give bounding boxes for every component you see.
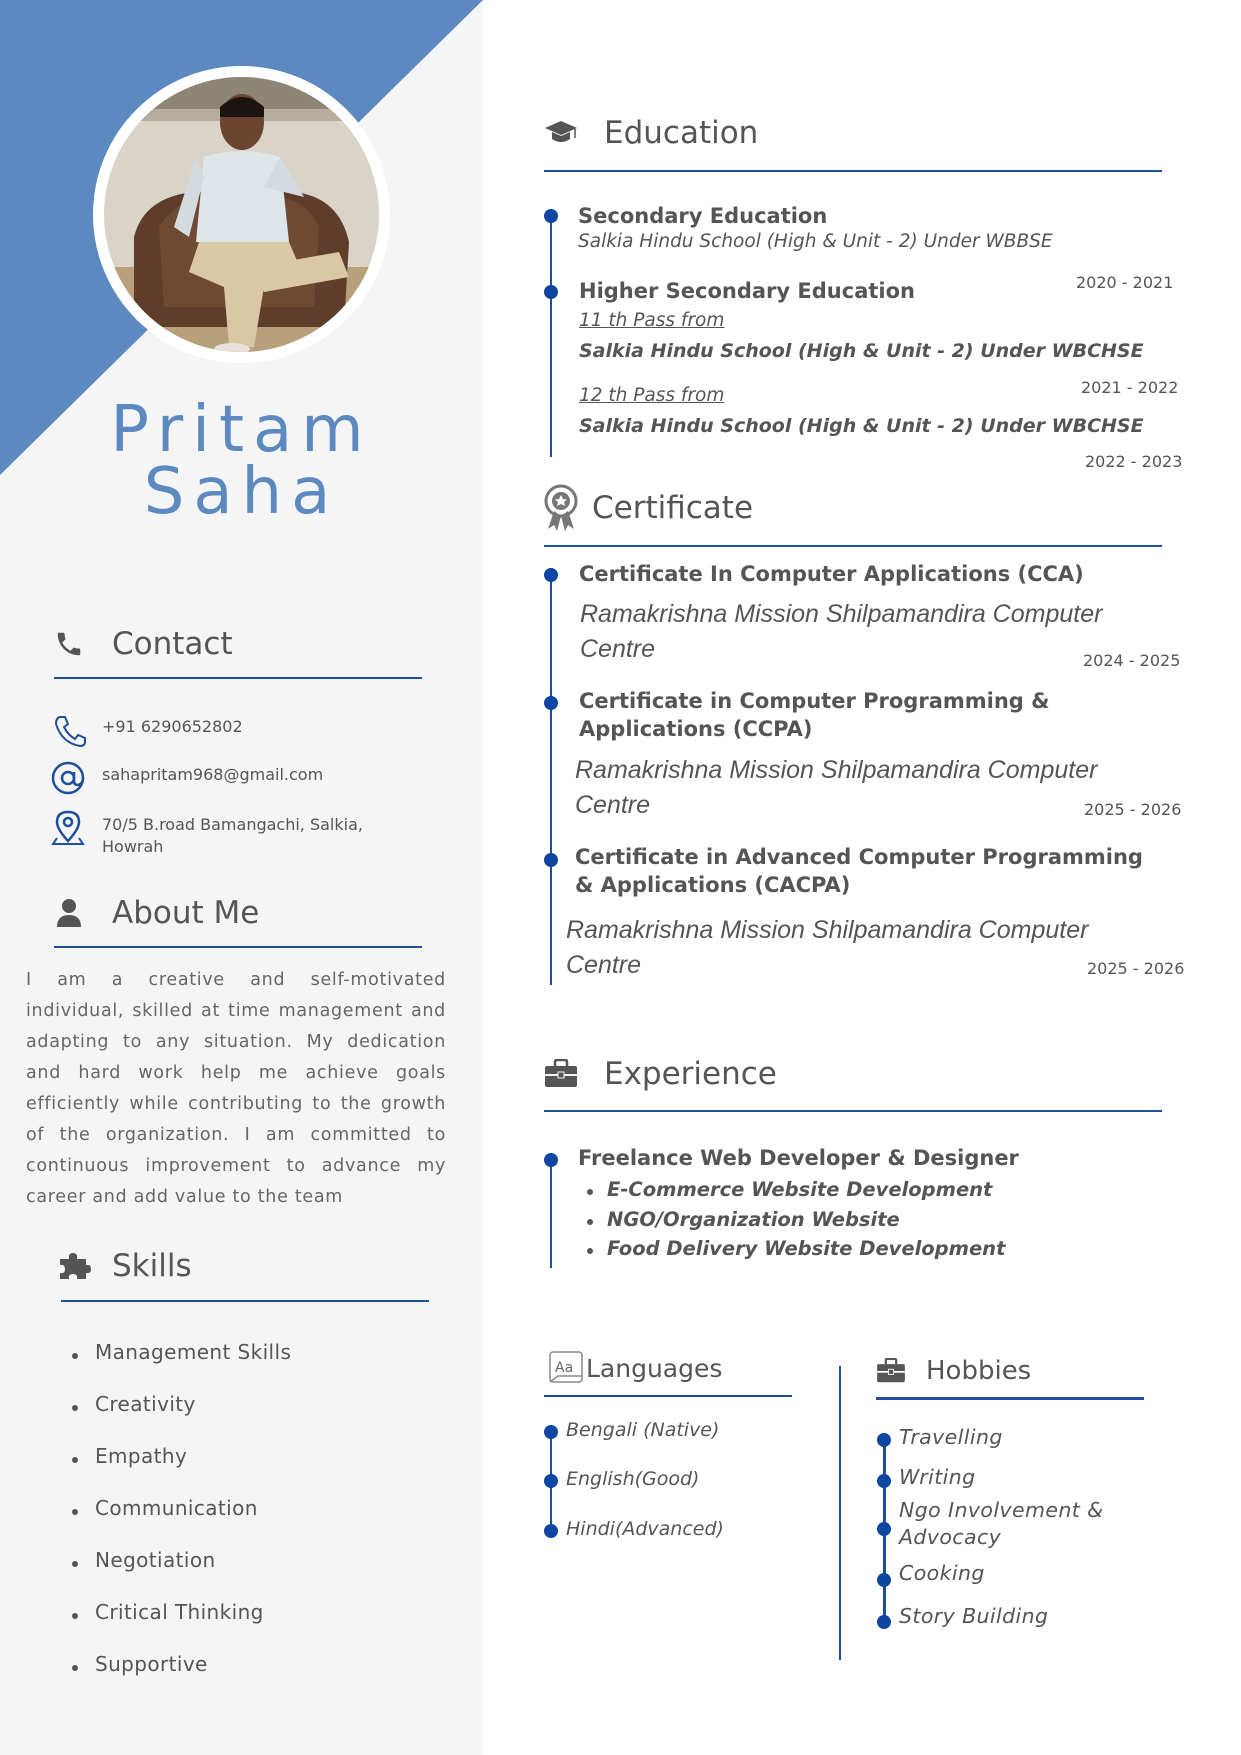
hobby-item: Cooking: [899, 1561, 985, 1585]
skills-divider: [61, 1300, 429, 1302]
cert-1-institute: [580, 597, 1102, 667]
experience-role: Freelance Web Developer & Designer: [578, 1146, 1019, 1170]
list-item: Creativity: [70, 1392, 291, 1444]
cert-2-institute-line2: Centre: [575, 791, 651, 819]
list-item: Food Delivery Website Development: [585, 1237, 1005, 1267]
languages-divider: [544, 1395, 792, 1397]
svg-text:Aa: Aa: [555, 1360, 574, 1376]
education-heading-text: Education: [604, 115, 759, 151]
contact-phone-text: +91 6290652802: [102, 717, 243, 736]
language-item: English(Good): [566, 1468, 700, 1490]
cert-3-title: [575, 843, 1143, 899]
list-item: NGO/Organization Website: [585, 1208, 1005, 1238]
cert-1-institute-line2: Centre: [580, 635, 656, 663]
timeline-dot: [544, 853, 558, 867]
hobbies-divider: [876, 1397, 1144, 1400]
hobbies-heading: [876, 1356, 1031, 1386]
timeline-dot: [544, 696, 558, 710]
about-heading: [56, 895, 259, 931]
education-heading: [544, 115, 758, 151]
cert-3-institute: [566, 913, 1088, 983]
list-item: E-Commerce Website Development: [585, 1178, 1005, 1208]
address-line-1: 70/5 B.road Bamangachi, Salkia,: [102, 815, 363, 834]
language-item: Bengali (Native): [566, 1419, 720, 1441]
pass-12-label: 12 th Pass from: [579, 385, 725, 406]
timeline-dot: [877, 1474, 891, 1488]
about-text: I am a creative and self-motivated individual, skilled at time management and adapting to any situation. My dedication and hard work help me achieve goals efficiently while contributing to the growth of the organization. I am committed to continuous improvement to advance my career and add value to the team: [26, 970, 446, 1207]
skills-heading: [58, 1248, 192, 1284]
contact-heading-text: Contact: [112, 626, 233, 662]
certificate-divider: [544, 545, 1162, 547]
column-separator: [839, 1366, 841, 1660]
cert-3-institute-line1: Ramakrishna Mission Shilpamandira Computer: [566, 916, 1089, 944]
cert-1-institute-line1: Ramakrishna Mission Shilpamandira Computer: [580, 600, 1103, 628]
skills-heading-text: Skills: [112, 1248, 192, 1284]
phone-icon: [54, 629, 84, 659]
list-item: Communication: [70, 1496, 291, 1548]
timeline-dot: [544, 568, 558, 582]
hobby-item: Story Building: [899, 1604, 1049, 1628]
cert-3-institute-line2: Centre: [566, 951, 642, 979]
profile-photo-image: [104, 77, 379, 352]
contact-address-text: [102, 810, 363, 858]
sidebar: [0, 0, 483, 1755]
hobbies-heading-text: Hobbies: [926, 1356, 1032, 1386]
experience-divider: [544, 1110, 1162, 1112]
timeline-dot: [877, 1433, 891, 1447]
experience-heading-text: Experience: [604, 1056, 777, 1092]
award-ribbon-icon: [544, 483, 578, 533]
about-heading-text: About Me: [112, 895, 260, 931]
contact-email-text: sahapritam968@gmail.com: [102, 765, 324, 784]
last-name: Saha: [143, 455, 340, 529]
profile-photo: [93, 66, 390, 363]
school-11: Salkia Hindu School (High & Unit - 2) Under WBCHSE: [579, 340, 1144, 362]
briefcase-icon: [876, 1358, 906, 1384]
cert-2-institute-line1: Ramakrishna Mission Shilpamandira Computer: [575, 756, 1098, 784]
contact-address: [50, 810, 363, 858]
education-timeline: [550, 215, 552, 457]
certificate-heading: [544, 483, 753, 533]
contact-email[interactable]: [50, 760, 323, 796]
contact-heading: [54, 626, 233, 662]
cert-2-title-line2: Applications (CCPA): [579, 717, 813, 741]
list-item: Negotiation: [70, 1548, 291, 1600]
contact-phone[interactable]: [50, 712, 243, 748]
cert-3-title-line2: & Applications (CACPA): [575, 873, 851, 897]
hobby-item: Advocacy: [899, 1525, 1002, 1549]
address-line-2: Howrah: [102, 837, 164, 856]
languages-heading: [548, 1350, 722, 1386]
experience-list: [585, 1178, 1005, 1267]
secondary-title: Secondary Education: [578, 204, 828, 228]
timeline-dot: [544, 285, 558, 299]
secondary-school: Salkia Hindu School (High & Unit - 2) Under WBBSE: [578, 231, 1053, 252]
language-icon: [548, 1350, 584, 1386]
timeline-dot: [877, 1522, 891, 1536]
briefcase-icon: [544, 1059, 578, 1089]
education-divider: [544, 170, 1162, 172]
location-pin-icon: [50, 810, 90, 846]
list-item: Critical Thinking: [70, 1600, 291, 1652]
cert-2-title: [579, 687, 1049, 743]
date-12: 2022 - 2023: [1085, 452, 1183, 471]
language-item: Hindi(Advanced): [566, 1518, 724, 1540]
timeline-dot: [544, 1153, 558, 1167]
cert-3-title-line1: Certificate in Advanced Computer Programming: [575, 845, 1143, 869]
graduation-cap-icon: [544, 119, 578, 147]
cert-3-date: 2025 - 2026: [1087, 959, 1185, 978]
experience-timeline: [550, 1160, 552, 1268]
hobby-item: Travelling: [899, 1425, 1003, 1449]
date-11: 2021 - 2022: [1081, 378, 1179, 397]
timeline-dot: [544, 209, 558, 223]
timeline-dot: [544, 1524, 558, 1538]
list-item: Management Skills: [70, 1340, 291, 1392]
contact-divider: [54, 677, 422, 679]
timeline-dot: [544, 1425, 558, 1439]
cert-1-title: Certificate In Computer Applications (CCA): [579, 562, 1084, 586]
phone-icon: [50, 712, 90, 748]
cert-1-date: 2024 - 2025: [1083, 651, 1181, 670]
user-icon: [56, 898, 82, 928]
secondary-date: 2020 - 2021: [1076, 273, 1174, 292]
pass-11-label: 11 th Pass from: [579, 310, 725, 331]
hobby-item: Writing: [899, 1465, 976, 1489]
cert-2-institute: [575, 753, 1097, 823]
certificate-heading-text: Certificate: [592, 490, 754, 526]
about-divider: [54, 946, 422, 948]
list-item: Supportive: [70, 1652, 291, 1704]
timeline-dot: [544, 1474, 558, 1488]
skills-list: [70, 1340, 291, 1704]
languages-heading-text: Languages: [586, 1353, 723, 1383]
puzzle-icon: [58, 1251, 92, 1281]
timeline-dot: [877, 1615, 891, 1629]
at-icon: [50, 760, 90, 796]
hobby-item: Ngo Involvement &: [899, 1498, 1104, 1522]
cert-2-date: 2025 - 2026: [1084, 800, 1182, 819]
cert-2-title-line1: Certificate in Computer Programming &: [579, 689, 1050, 713]
higher-secondary-title: Higher Secondary Education: [579, 279, 915, 303]
timeline-dot: [877, 1573, 891, 1587]
certificate-timeline: [550, 575, 552, 985]
list-item: Empathy: [70, 1444, 291, 1496]
school-12: Salkia Hindu School (High & Unit - 2) Under WBCHSE: [579, 415, 1144, 437]
experience-heading: [544, 1056, 777, 1092]
first-name: Pritam: [110, 393, 373, 467]
